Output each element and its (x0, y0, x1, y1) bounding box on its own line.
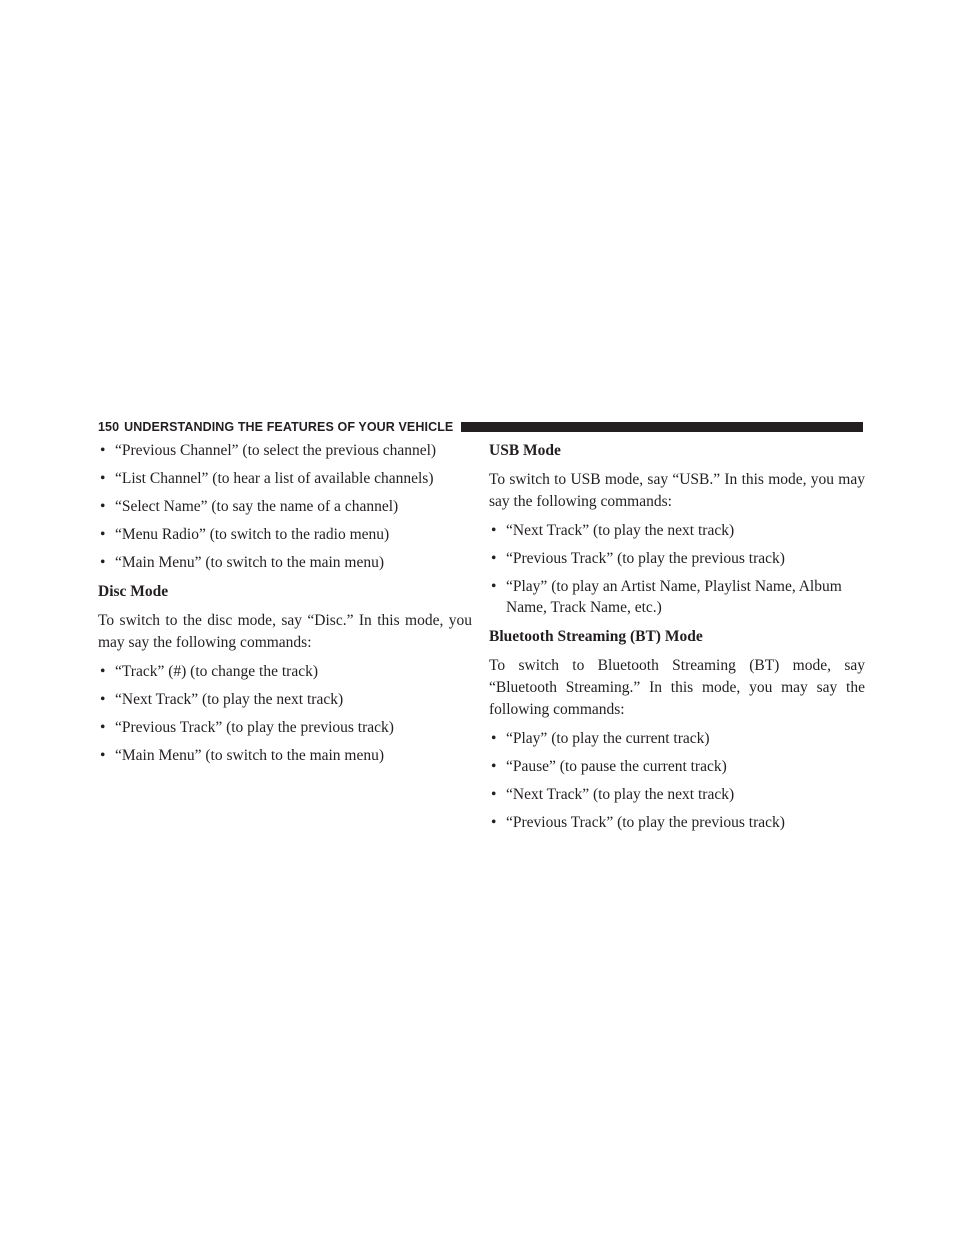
bullet-icon: • (100, 663, 106, 680)
list-item-text: “Previous Track” (to play the previous track) (506, 814, 785, 831)
list-item (489, 756, 865, 777)
list-item-text: “Next Track” (to play the next track) (115, 691, 344, 708)
bullet-icon: • (100, 470, 106, 487)
list-item (489, 548, 865, 569)
bullet-icon: • (491, 522, 497, 539)
page-number: 150 (98, 420, 120, 434)
list-item (98, 440, 472, 461)
list-item-text: “Pause” (to pause the current track) (506, 758, 727, 775)
list-item (489, 812, 865, 833)
list-item-text: “Play” (to play an Artist Name, Playlist Name, Album Name, Track Name, etc.) (506, 578, 842, 616)
bullet-icon: • (491, 814, 497, 831)
list-item (489, 576, 865, 618)
list-item-text: “Track” (#) (to change the track) (115, 663, 318, 680)
list-item-text: “Previous Channel” (to select the previous channel) (115, 442, 437, 459)
right-column (489, 440, 865, 833)
list-item (98, 496, 472, 517)
list-item (489, 784, 865, 805)
bullet-icon: • (100, 554, 106, 571)
list-item (98, 524, 472, 545)
list-item-text: “Play” (to play the current track) (506, 730, 710, 747)
usb-mode-intro: To switch to USB mode, say “USB.” In this mode, you may say the following commands: (489, 471, 865, 510)
bullet-icon: • (491, 578, 497, 595)
bt-mode-heading: Bluetooth Streaming (BT) Mode (489, 628, 703, 645)
list-item-text: “Next Track” (to play the next track) (506, 522, 735, 539)
usb-mode-heading: USB Mode (489, 442, 561, 459)
bullet-icon: • (491, 758, 497, 775)
list-item (489, 520, 865, 541)
bullet-icon: • (491, 786, 497, 803)
bullet-icon: • (100, 498, 106, 515)
disc-mode-heading: Disc Mode (98, 583, 169, 600)
list-item-text: “Next Track” (to play the next track) (506, 786, 735, 803)
list-item-text: “Main Menu” (to switch to the main menu) (115, 554, 385, 571)
list-item (489, 728, 865, 749)
list-item (98, 689, 472, 710)
list-item-text: “Previous Track” (to play the previous track) (115, 719, 394, 736)
bullet-icon: • (491, 550, 497, 567)
list-item (98, 745, 472, 766)
bullet-icon: • (100, 526, 106, 543)
page-header (98, 419, 863, 435)
disc-mode-intro: To switch to the disc mode, say “Disc.” In this mode, you may say the following commands: (98, 612, 472, 651)
bullet-icon: • (491, 730, 497, 747)
bullet-icon: • (100, 442, 106, 459)
list-item (98, 468, 472, 489)
list-item-text: “Select Name” (to say the name of a channel) (115, 498, 399, 515)
left-column (98, 440, 472, 766)
bullet-icon: • (100, 719, 106, 736)
header-rule (461, 422, 863, 432)
section-title: UNDERSTANDING THE FEATURES OF YOUR VEHICLE (124, 420, 454, 434)
bullet-icon: • (100, 747, 106, 764)
list-item-text: “Previous Track” (to play the previous track) (506, 550, 785, 567)
list-item (98, 661, 472, 682)
list-item (98, 552, 472, 573)
list-item (98, 717, 472, 738)
list-item-text: “Menu Radio” (to switch to the radio menu) (115, 526, 390, 543)
list-item-text: “Main Menu” (to switch to the main menu) (115, 747, 385, 764)
bullet-icon: • (100, 691, 106, 708)
list-item-text: “List Channel” (to hear a list of available channels) (115, 470, 434, 487)
bt-mode-intro: To switch to Bluetooth Streaming (BT) mode, say “Bluetooth Streaming.” In this mode, you may say the following commands: (489, 657, 865, 718)
